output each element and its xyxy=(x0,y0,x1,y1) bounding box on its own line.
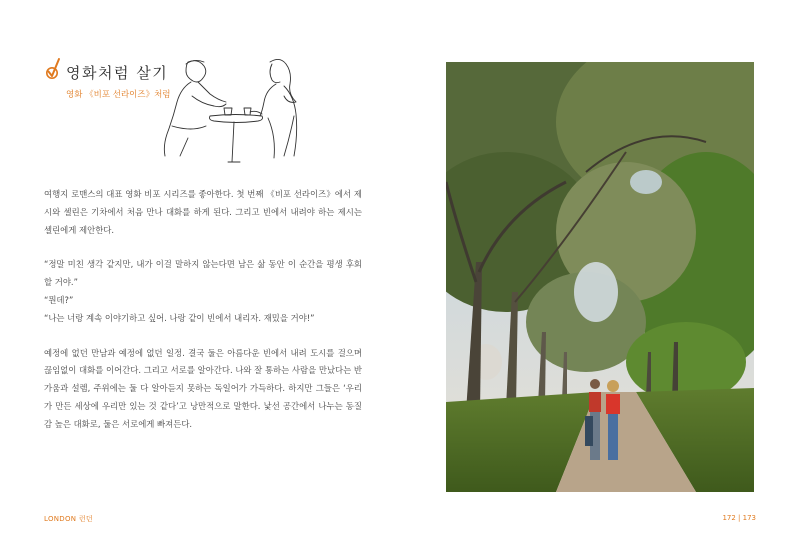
running-footer: LONDON 런던 xyxy=(44,515,93,523)
quote-line: “뭔데?” xyxy=(44,294,74,305)
section-subtitle: 영화 《비포 선라이즈》처럼 xyxy=(66,90,171,100)
section-header xyxy=(44,56,384,166)
checkmark-circle-icon xyxy=(44,56,62,82)
article-body xyxy=(44,186,362,434)
right-page xyxy=(400,0,800,554)
page-numbers: 172 | 173 xyxy=(722,514,756,522)
cafe-couple-illustration xyxy=(158,56,312,164)
quote-line: “정말 미친 생각 같지만, 내가 이걸 말하지 않는다면 남은 삶 동안 이 순간을 평생 후회할 거야.” xyxy=(44,259,362,288)
quote-line: “나는 너랑 계속 이야기하고 싶어. 나랑 같이 빈에서 내리자. 재밌을 거야!” xyxy=(44,312,315,323)
section-title: 영화처럼 살기 xyxy=(66,64,169,82)
paragraph: 예정에 없던 만남과 예정에 없던 일정. 결국 둘은 아름다운 빈에서 내려 도시를 걸으며 끊임없이 대화를 이어간다. 그리고 서로를 알아간다. 나와 잘 통하는 사람을 만났다는 반가움과 설렘, 주위에는 둘 다 알아듣지 못하는 독일어가 가득하다. 하지만 그들은 ‘우리가 만든 세상에 우리만 있는 것 같다’고 낭만적으로 말한다. 낯선 공간에서 나누는 동질감 높은 대화로, 둘은 서로에게 빠져든다. xyxy=(44,347,362,429)
photo-drawing xyxy=(446,62,754,492)
paragraph: 여행지 로맨스의 대표 영화 비포 시리즈를 좋아한다. 첫 번째 《비포 선라이즈》에서 제시와 셀린은 기차에서 처음 만나 대화를 하게 된다. 그리고 빈에서 내려야 하는 제시는 셀린에게 제안한다. xyxy=(44,189,362,235)
park-avenue-photo xyxy=(446,62,754,492)
